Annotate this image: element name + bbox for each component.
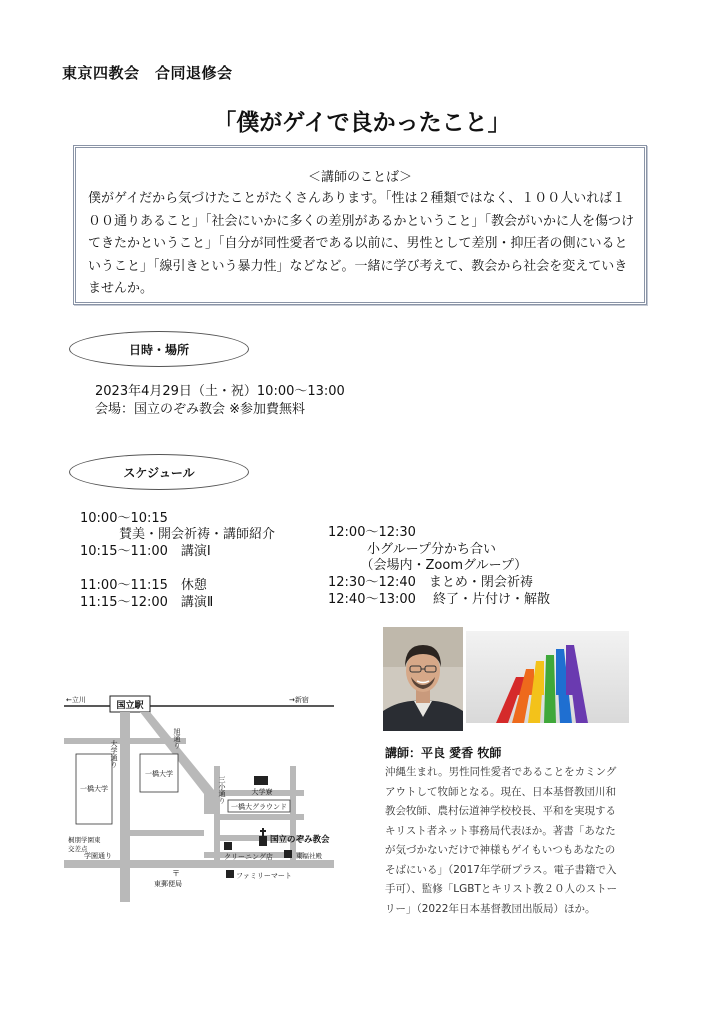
schedule-item: 小グループ分かち合い xyxy=(328,542,496,557)
schedule-item: 11:00～11:15 休憩 xyxy=(80,578,207,593)
hitotsubashi-label: 一橋大学 xyxy=(80,785,108,793)
schedule-item: 賛美・開会祈祷・講師紹介 xyxy=(80,527,276,542)
univ-street xyxy=(120,712,130,902)
direction-right: →新宿 xyxy=(289,696,309,704)
corner-label-line2: 交差点 xyxy=(68,845,88,853)
schedule-item: 10:15～11:00 講演Ⅰ xyxy=(80,544,211,559)
lecturer-bio: 沖縄生まれ。男性同性愛者であることをカミングアウトして牧師となる。現在、日本基督教団川和教会牧師、農村伝道神学校校長、平和を実現するキリスト者ネット事務局代表ほか。著書「あなたが気づかないだけで神様もゲイもいつもあなたのそばにいる」（2017年学研プラス。電子書籍で入手可）、監修「LGBTとキリスト教２０人のストーリー」（2022年日本基督教団出版局）ほか。 xyxy=(385,766,618,915)
hitotsubashi2-label: 一橋大学 xyxy=(145,770,173,778)
schedule-item: 12:30～12:40 まとめ・閉会祈祷 xyxy=(328,575,533,590)
schedule-label-text: スケジュール xyxy=(123,465,195,480)
station-label: 国立駅 xyxy=(116,701,144,711)
familymart-label: ファミリーマート xyxy=(236,872,292,880)
post-office-icon: 〒 xyxy=(172,869,180,878)
church-label: 国立のぞみ教会 xyxy=(270,835,330,845)
organizer-label: 東京四教会 合同退修会 xyxy=(62,64,233,82)
schedule-item: 12:40～13:00 終了・片付け・解散 xyxy=(328,592,551,607)
datetime-label-text: 日時・場所 xyxy=(128,342,189,357)
tofuku-label: 東福社殿 xyxy=(296,852,322,860)
cleaning-marker xyxy=(224,842,232,850)
gakuen-street-label: 学園通り xyxy=(84,852,112,860)
portrait-photo xyxy=(383,627,463,731)
familymart-marker xyxy=(226,870,234,878)
asahi-street-label: 旭通り xyxy=(173,728,181,749)
dorm-label: 大学寮 xyxy=(251,788,273,796)
schedule-item: 12:00～12:30 xyxy=(328,525,416,540)
tofuku-marker xyxy=(284,850,292,858)
quote-text: 僕がゲイだから気づけたことがたくさんあります。「性は２種類ではなく、１００人いれば１００通りあること」「社会にいかに多くの差別があるかということ」「教会がいかに人を傷つけてきたかということ」「自分が同性愛者である以前に、男性として差別・抑圧者の側にいるということ」「線引きという暴力性」などなど。一緒に学び考えて、教会から社会を変えていきませんか。 xyxy=(88,191,635,296)
access-map xyxy=(64,690,354,920)
univ-street-label: 大学通り xyxy=(110,740,118,768)
schedule-item: （会場内・Zoomグループ） xyxy=(328,558,528,573)
corner-label-line1: 桐朋学園東 xyxy=(68,836,101,844)
quote-heading: ＜講師のことば＞ xyxy=(307,170,412,185)
page-title: 「僕がゲイで良かったこと」 xyxy=(213,110,511,136)
post-office-label: 東郵便局 xyxy=(154,880,182,888)
dorm-building xyxy=(254,776,268,785)
schedule-item: 10:00～10:15 xyxy=(80,511,168,526)
cleaning-label: クリーニング店 xyxy=(224,853,273,861)
event-date: 2023年4月29日（土・祝）10:00～13:00 xyxy=(95,384,345,399)
church-cross-icon xyxy=(259,828,267,846)
schedule-section-label xyxy=(69,454,249,490)
sanwa-street-label: 三小通り xyxy=(218,776,226,804)
event-venue: 会場：国立のぞみ教会 ※参加費無料 xyxy=(95,402,306,417)
datetime-section-label xyxy=(69,331,249,367)
lecturer-quote-box xyxy=(73,145,647,305)
schedule-item: 11:15～12:00 講演Ⅱ xyxy=(80,595,214,610)
ground-label: 一橋大グラウンド xyxy=(231,803,287,811)
direction-left: ←立川 xyxy=(66,696,86,704)
lecturer-name: 講師：平良 愛香 牧師 xyxy=(385,746,502,760)
rainbow-bars-graphic xyxy=(466,631,629,723)
